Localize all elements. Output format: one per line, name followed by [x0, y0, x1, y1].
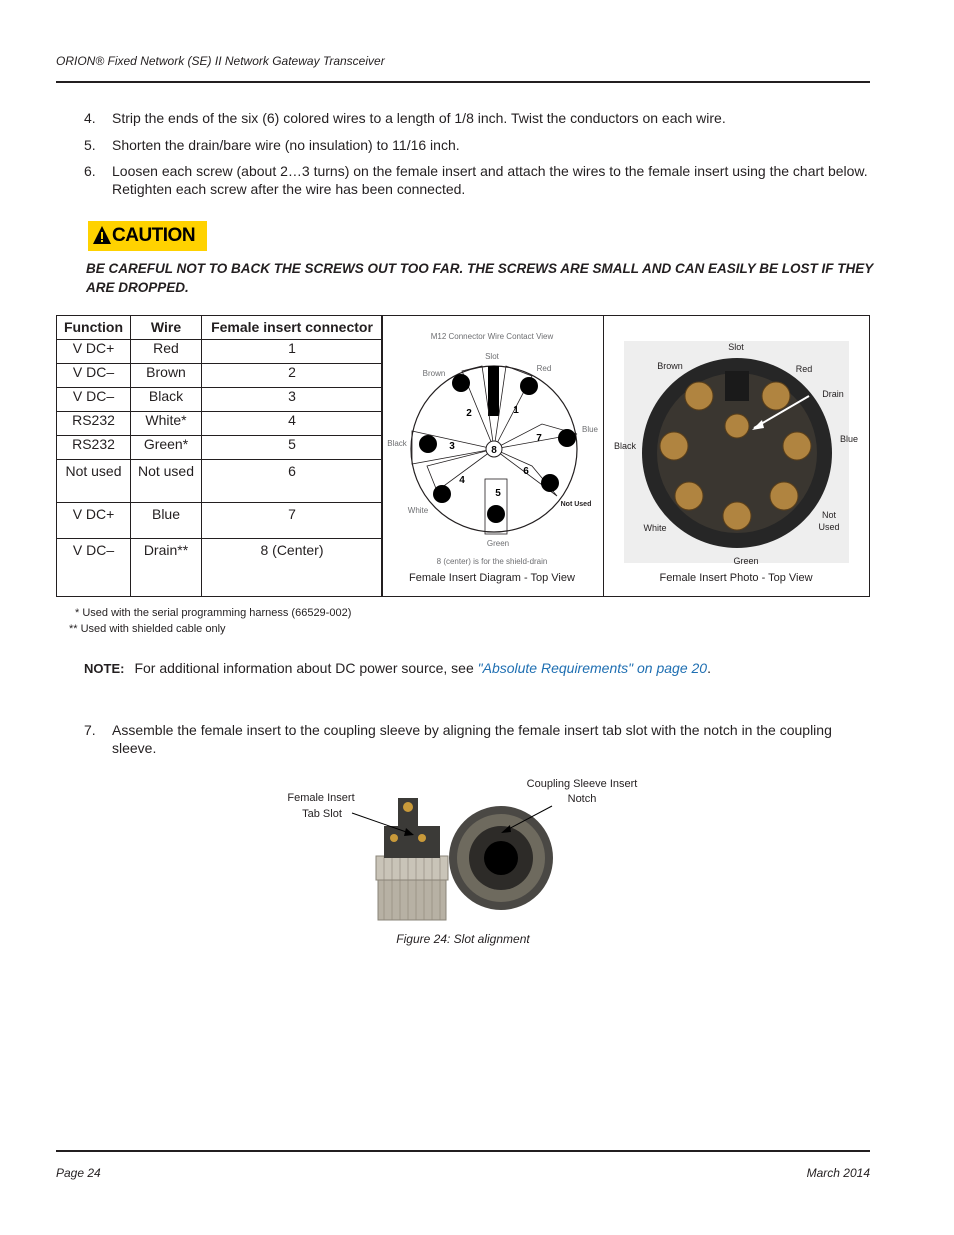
diagram-caption: Female Insert Diagram - Top View: [409, 572, 575, 584]
slot-label: Slot: [485, 352, 499, 361]
table-cell: 8 (Center): [202, 539, 383, 597]
table-cell: V DC–: [57, 539, 131, 597]
table-cell: V DC+: [57, 340, 131, 364]
note-end: .: [707, 660, 711, 676]
step-text: Shorten the drain/bare wire (no insulation) to 11/16 inch.: [112, 137, 460, 153]
diagram-title: M12 Connector Wire Contact View: [430, 332, 554, 341]
caution-label: CAUTION: [112, 225, 196, 246]
not-label: Not: [821, 510, 837, 520]
step-number: 4.: [84, 110, 96, 126]
table-header: Female insert connector: [202, 316, 383, 340]
step-number: 6.: [84, 163, 96, 179]
step-number: 7.: [84, 722, 96, 738]
table-header: Wire: [131, 316, 202, 340]
table-cell: Red: [131, 340, 202, 364]
table-cell: Brown: [131, 364, 202, 388]
white-label: White: [643, 523, 667, 533]
used-label: Used: [818, 522, 840, 532]
figure-label-right: Notch: [567, 793, 597, 805]
table-cell: RS232: [57, 412, 131, 436]
black-label: Black: [613, 441, 637, 451]
table-cell: Not used: [131, 460, 202, 503]
table-header: Function: [57, 316, 131, 340]
table-cell: Not used: [57, 460, 131, 503]
table-row: [57, 539, 383, 597]
footer-rule: [56, 1150, 870, 1152]
wire-table: [56, 315, 383, 597]
table-cell: 4: [202, 412, 383, 436]
slot-mark: [488, 366, 499, 416]
pin-label: 3: [449, 441, 455, 452]
photo-caption: Female Insert Photo - Top View: [659, 572, 813, 584]
pin-label: 1: [513, 405, 519, 416]
table-row: [57, 388, 383, 412]
not-used-label: Not Used: [560, 501, 592, 508]
table-row: [57, 340, 383, 364]
slot-label: Slot: [728, 342, 744, 352]
table-cell: 6: [202, 460, 383, 503]
center-note: 8 (center) is for the shield-drain: [436, 557, 548, 566]
pin-label: 8: [491, 445, 497, 456]
note-label: NOTE:: [84, 661, 125, 676]
figure-caption: Figure 24: Slot alignment: [396, 932, 530, 946]
red-label: Red: [795, 364, 813, 374]
table-cell: Black: [131, 388, 202, 412]
table-row: [57, 412, 383, 436]
footnote-2: ** Used with shielded cable only: [69, 623, 226, 635]
pin-label: 6: [523, 466, 529, 477]
brown-label: Brown: [422, 369, 446, 378]
header-rule: [56, 81, 870, 83]
table-row: [57, 436, 383, 460]
table-cell: Green*: [131, 436, 202, 460]
caution-badge: [88, 221, 207, 251]
black-label: Black: [387, 439, 407, 448]
table-cell: 2: [202, 364, 383, 388]
footer-date: March 2014: [806, 1166, 870, 1180]
table-cell: White*: [131, 412, 202, 436]
slot-alignment-figure: [280, 770, 660, 946]
table-cell: 5: [202, 436, 383, 460]
pin-label: 2: [466, 408, 472, 419]
table-cell: Drain**: [131, 539, 202, 597]
connector-diagram: [382, 316, 603, 596]
note-text: For additional information about DC power source, see: [134, 660, 478, 676]
connector-photo: [604, 316, 869, 596]
table-row: [57, 460, 383, 503]
green-label: Green: [486, 539, 510, 548]
warning-triangle-icon: [92, 225, 112, 245]
absolute-requirements-link[interactable]: "Absolute Requirements" on page 20: [477, 660, 708, 676]
wire-contact-photo-cell: [603, 315, 870, 597]
white-label: White: [407, 506, 429, 515]
blue-label: Blue: [581, 425, 599, 434]
wire-contact-diagram-cell: [381, 315, 604, 597]
table-cell: Blue: [131, 503, 202, 539]
page-number: Page 24: [56, 1166, 101, 1180]
pin-label: 7: [536, 433, 542, 444]
female-insert-image: [376, 798, 448, 920]
table-cell: 3: [202, 388, 383, 412]
table-row: [57, 364, 383, 388]
table-cell: 1: [202, 340, 383, 364]
table-cell: RS232: [57, 436, 131, 460]
table-cell: V DC–: [57, 388, 131, 412]
table-cell: V DC+: [57, 503, 131, 539]
step-text: Strip the ends of the six (6) colored wires to a length of 1/8 inch. Twist the conductors on each wire.: [112, 110, 726, 126]
figure-label-right: Coupling Sleeve Insert: [526, 778, 638, 790]
note: [84, 660, 711, 676]
footnote-1: * Used with the serial programming harness (66529-002): [75, 607, 352, 619]
step-text: Assemble the female insert to the coupling sleeve by aligning the female insert tab slot with the notch in the coupling sleeve.: [112, 722, 832, 756]
figure-label-left: Female Insert: [287, 792, 355, 804]
step-number: 5.: [84, 137, 96, 153]
figure-label-left: Tab Slot: [302, 808, 342, 820]
brown-label: Brown: [657, 361, 683, 371]
pin-label: 5: [495, 488, 501, 499]
green-label: Green: [733, 556, 759, 566]
pin-label: 4: [459, 475, 465, 486]
step-text: Loosen each screw (about 2…3 turns) on the female insert and attach the wires to the female insert using the chart below. Retighten each screw after the wire has been connected.: [112, 163, 868, 197]
table-cell: 7: [202, 503, 383, 539]
drain-label: Drain: [822, 389, 844, 399]
coupling-sleeve-image: [449, 806, 553, 910]
table-header-row: [57, 316, 383, 340]
running-header: ORION® Fixed Network (SE) II Network Gateway Transceiver: [56, 54, 385, 68]
red-label: Red: [536, 364, 552, 373]
table-cell: V DC–: [57, 364, 131, 388]
caution-text: BE CAREFUL NOT TO BACK THE SCREWS OUT TOO FAR. THE SCREWS ARE SMALL AND CAN EASILY BE LOST IF THEY ARE DROPPED.: [86, 261, 874, 295]
table-row: [57, 503, 383, 539]
blue-label: Blue: [839, 434, 859, 444]
